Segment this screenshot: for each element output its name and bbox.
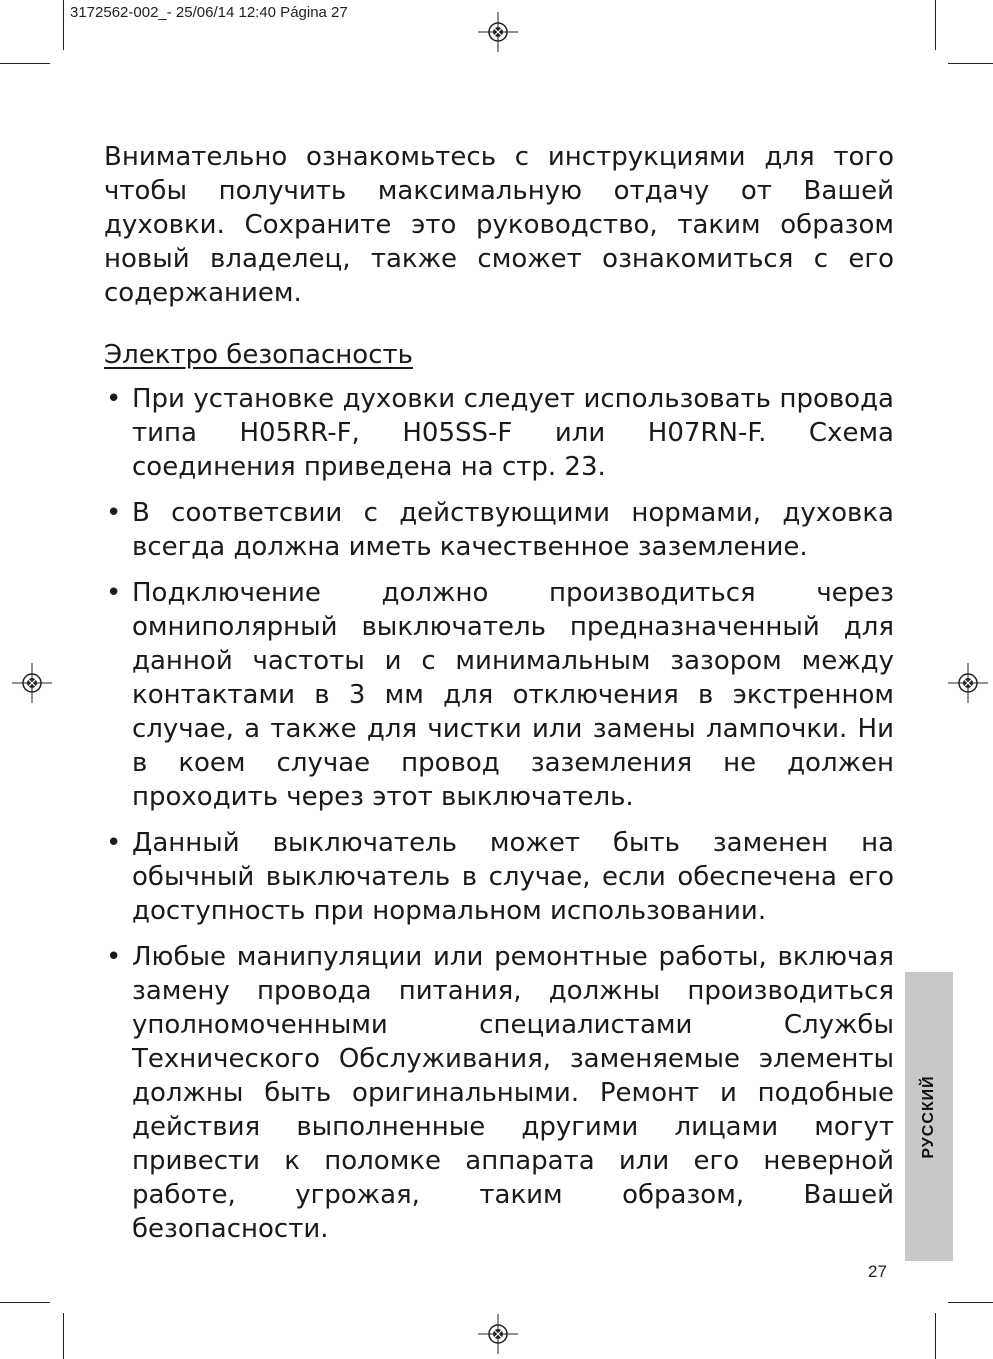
bullet-icon: • [106, 942, 122, 972]
list-item-text: Данный выключатель может быть заменен на обычный выключатель в случае, если обеспечена его доступность при нормальном использовании. [132, 828, 894, 926]
bullet-icon: • [106, 498, 122, 528]
list-item-text: При установке духовки следует использовать провода типа H05RR-F, H05SS-F или H07RN-F. Схема соединения приведена на стр. 23. [132, 384, 894, 482]
print-header: 3172562-002_- 25/06/14 12:40 Página 27 [70, 4, 348, 21]
list-item-text: В соответсвии с действующими нормами, духовка всегда должна иметь качественное заземление. [132, 498, 894, 562]
page-number: 27 [868, 1262, 887, 1281]
page-content [104, 140, 894, 1258]
language-tab-label: РУССКИЙ [920, 1074, 937, 1159]
trim-mark-top-left-v [63, 0, 64, 50]
list-item-text: Любые манипуляции или ремонтные работы, включая замену провода питания, должны производиться уполномоченными специалистами Службы Технического Обслуживания, заменяемые элементы должны быть оригинальными. Ремонт и подобные действия выполненные другими лицами могут привести к поломке аппарата или его неверной работе, угрожая, таким образом, Вашей безопасности. [132, 942, 894, 1244]
list-item [104, 826, 894, 928]
bullet-icon: • [106, 384, 122, 414]
trim-mark-top-left-h [0, 63, 50, 64]
section-heading: Электро безопасность [104, 340, 413, 370]
registration-mark-bottom-icon [478, 1314, 518, 1354]
list-item [104, 496, 894, 564]
registration-mark-left-icon [12, 663, 52, 703]
bullet-icon: • [106, 578, 122, 608]
trim-mark-bottom-left-h [0, 1302, 50, 1303]
list-item [104, 576, 894, 814]
trim-mark-top-right-h [948, 63, 993, 64]
bullet-icon: • [106, 828, 122, 858]
trim-mark-bottom-left-v [63, 1313, 64, 1359]
list-item [104, 382, 894, 484]
language-tab [905, 972, 953, 1261]
safety-list [104, 382, 894, 1246]
list-item [104, 940, 894, 1246]
trim-mark-top-right-v [935, 0, 936, 50]
list-item-text: Подключение должно производиться через омниполярный выключатель предназначенный для данной частоты и с минимальным зазором между контактами в 3 мм для отключения в экстренном случае, а также для чистки или замены лампочки. Ни в коем случае провод заземления не должен проходить через этот выключатель. [132, 578, 894, 812]
trim-mark-bottom-right-v [935, 1313, 936, 1359]
intro-paragraph: Внимательно ознакомьтесь с инструкциями для того чтобы получить максимальную отдачу от Вашей духовки. Сохраните это руководство, таким образом новый владелец, также сможет ознакомиться с его содержанием. [104, 142, 894, 308]
registration-mark-right-icon [948, 663, 988, 703]
registration-mark-top-icon [478, 12, 518, 52]
trim-mark-bottom-right-h [948, 1302, 993, 1303]
